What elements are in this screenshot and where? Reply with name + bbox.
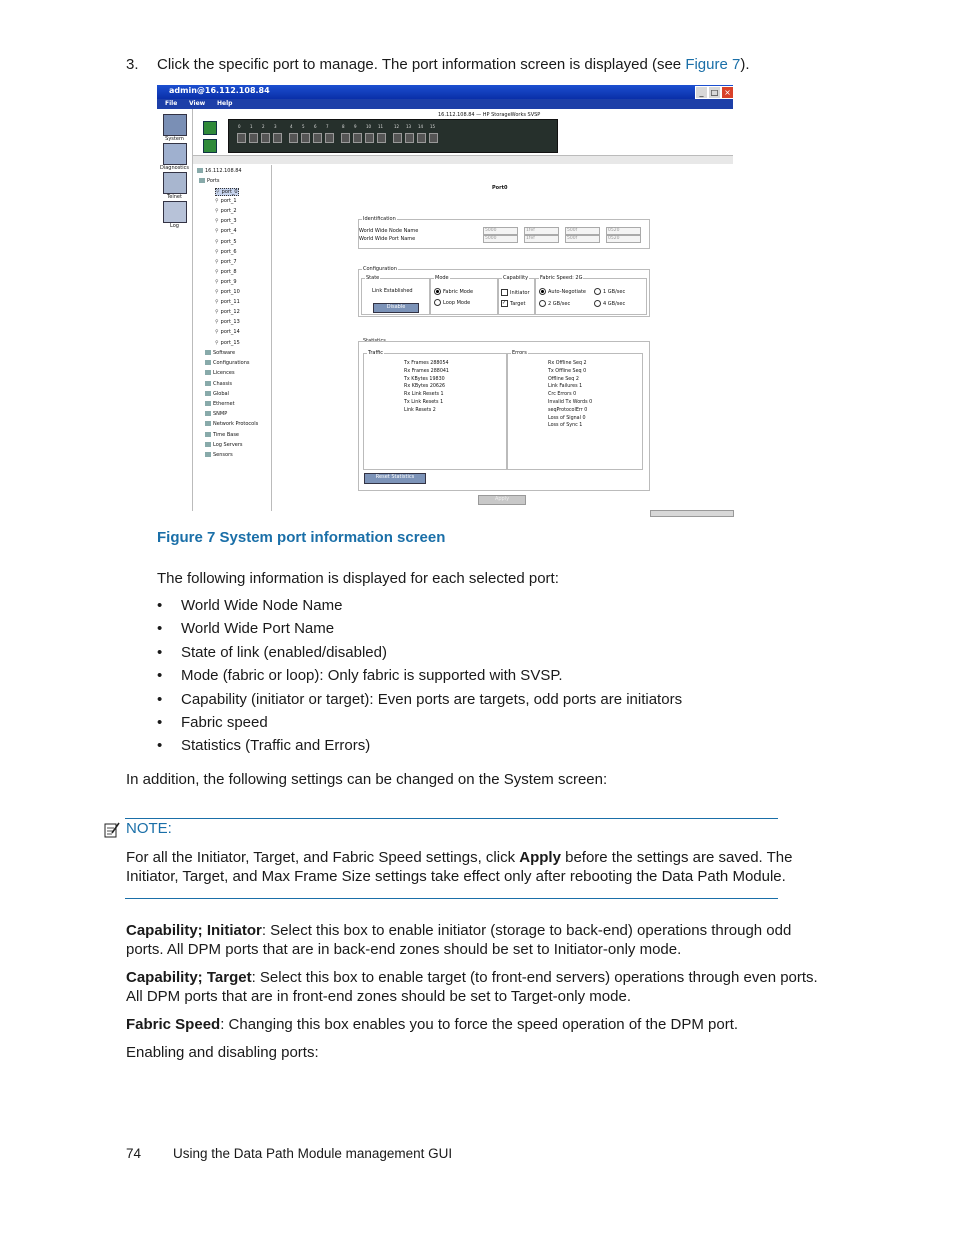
document-icon — [205, 391, 211, 396]
tree-port-item[interactable] — [215, 259, 237, 265]
statistic-line: Link Failures 1 — [548, 384, 583, 390]
speed-1g-label: 1 GB/sec — [603, 289, 626, 295]
statistics-border — [358, 341, 650, 491]
configuration-title: Configuration — [363, 266, 397, 272]
note-heading: NOTE: — [126, 820, 172, 837]
document-icon — [205, 401, 211, 406]
tree-item[interactable] — [205, 381, 232, 387]
chassis-port-number: 1 — [250, 124, 253, 129]
statistic-line: Link Resets 2 — [404, 407, 436, 413]
tree-item[interactable] — [205, 432, 239, 438]
fabric-speed-line — [126, 1015, 738, 1034]
tree-port-item[interactable] — [215, 188, 239, 196]
tree-port-item[interactable] — [215, 329, 240, 335]
identification-group — [358, 216, 650, 249]
disable-button[interactable]: Disable — [373, 303, 419, 313]
bullet-item — [157, 736, 682, 759]
bullet-dot-icon: • — [157, 643, 163, 661]
speed-auto-label: Auto-Negotiate — [548, 289, 587, 295]
reset-statistics-button[interactable]: Reset Statistics — [364, 473, 426, 484]
tree-port-label: port_14 — [220, 329, 240, 336]
chassis-port-number: 10 — [366, 124, 372, 129]
tree-item-label: Software — [213, 350, 236, 356]
state-text: Link Established — [372, 288, 413, 294]
plug-icon: ⚲ — [215, 319, 219, 326]
note-apply-bold: Apply — [519, 849, 561, 866]
tree-item-label: Network Protocols — [213, 421, 259, 428]
tree-item[interactable] — [205, 452, 233, 458]
tree-port-label: port_8 — [220, 268, 237, 275]
document-icon — [205, 432, 211, 437]
wwnn-field-4[interactable]: 0520 — [606, 227, 641, 235]
tree-port-label: port_1 — [220, 198, 237, 205]
note-line-1a: For all the Initiator, Target, and Fabric Speed settings, click — [126, 849, 520, 866]
tree-port-label: port_3 — [220, 218, 237, 225]
chassis-port[interactable] — [417, 133, 426, 143]
statistic-line: Tx KBytes 19830 — [404, 376, 445, 382]
menu-help[interactable]: Help — [217, 100, 233, 107]
step-text-after: ). — [740, 56, 750, 73]
tree-item-label: Ethernet — [213, 401, 235, 407]
fabric-speed-title: Fabric Speed: 2G — [540, 275, 583, 281]
chassis-port-number: 2 — [262, 124, 265, 129]
chassis-port[interactable] — [249, 133, 258, 143]
wwpn-field-4[interactable]: 0520 — [606, 235, 641, 243]
tree-port-item[interactable] — [215, 309, 240, 315]
note-rule-bottom — [125, 898, 778, 899]
speed-auto[interactable] — [539, 288, 586, 295]
initiator-text-1: : Select this box to enable initiator (storage to back-end) operations through odd — [261, 922, 792, 939]
enabling-text: Enabling and disabling ports: — [126, 1044, 319, 1061]
state-title: State — [366, 275, 380, 281]
chassis-port-number: 9 — [354, 124, 357, 129]
tree-item-label: Sensors — [213, 452, 233, 458]
tree-item-label: Chassis — [213, 380, 232, 387]
status-scrollbar[interactable] — [650, 510, 734, 517]
log-icon[interactable] — [163, 201, 187, 223]
minimize-icon[interactable]: _ — [695, 86, 708, 99]
statistic-line: Tx Link Resets 1 — [404, 399, 444, 405]
speed-2g-label: 2 GB/sec — [548, 301, 571, 307]
bullet-text: World Wide Node Name — [181, 597, 343, 614]
mode-fabric[interactable] — [434, 288, 473, 295]
statistics-title: Statistics — [363, 338, 386, 344]
fabric-speed-term: Fabric Speed — [126, 1016, 221, 1033]
tree-port-item[interactable] — [215, 289, 240, 295]
target-line-1 — [126, 968, 818, 987]
chassis-port-number: 3 — [274, 124, 277, 129]
port-heading: Port0 — [492, 185, 508, 191]
chassis-port-number: 11 — [378, 124, 384, 129]
speed-2g[interactable] — [539, 300, 570, 307]
telnet-icon[interactable] — [163, 172, 187, 194]
figure-link[interactable]: Figure 7 — [685, 56, 741, 73]
wwnn-field-3[interactable]: 500f — [565, 227, 600, 235]
tree-port-item[interactable] — [215, 299, 240, 305]
step-text-before: Click the specific port to manage. The port information screen is displayed (see — [157, 56, 686, 73]
tree-port-label: port_2 — [220, 208, 237, 215]
wwnn-field-1[interactable]: 5000 — [483, 227, 518, 235]
tree-port-item[interactable] — [215, 269, 237, 275]
tree-item[interactable] — [205, 442, 243, 448]
menu-bar — [157, 99, 733, 109]
tree-port-label: port_0 — [221, 189, 238, 195]
tree-port-label: port_12 — [220, 309, 240, 316]
mode-group — [430, 275, 498, 315]
document-icon — [205, 381, 211, 386]
wwnn-label: World Wide Node Name — [359, 228, 419, 234]
statistic-line: Invalid Tx Words 0 — [548, 399, 593, 405]
tree-port-label: port_7 — [220, 258, 237, 265]
tree-port-label: port_5 — [220, 238, 237, 245]
window-titlebar — [157, 85, 733, 99]
statistic-line: Crc Errors 0 — [548, 392, 577, 398]
nav-telnet[interactable]: Telnet — [167, 194, 182, 200]
tree-item[interactable] — [205, 401, 235, 407]
plug-icon: ⚲ — [215, 228, 219, 235]
chassis-area — [193, 109, 733, 155]
tree-port-label: port_10 — [220, 289, 240, 295]
statistic-line: seqProtocolErr 0 — [548, 407, 588, 413]
footer-title: Using the Data Path Module management GUI — [173, 1146, 453, 1161]
chassis-panel — [228, 119, 558, 153]
bullet-item — [157, 596, 682, 619]
tree-port-label: port_15 — [220, 339, 240, 346]
chassis-port[interactable] — [289, 133, 298, 143]
tree-item-label: Time Base — [213, 431, 240, 438]
initiator-term: Capability; Initiator — [126, 922, 262, 939]
radio-icon — [434, 299, 441, 306]
chassis-port-number: 0 — [238, 124, 241, 129]
document-icon — [205, 452, 211, 457]
capability-title: Capability — [503, 275, 529, 281]
nav-diagnostics[interactable]: Diagnostics — [159, 165, 189, 171]
target-text-1: : Select this box to enable target (to front-end servers) operations through even ports. — [251, 969, 818, 986]
tree-port-item[interactable] — [215, 239, 237, 245]
radio-icon — [594, 300, 601, 307]
step-number: 3. — [126, 56, 139, 73]
bullet-text: Capability (initiator or target): Even ports are targets, odd ports are initiators — [181, 690, 683, 708]
diagnostics-icon[interactable] — [163, 143, 187, 165]
note-rule-top — [125, 818, 778, 819]
capability-initiator[interactable] — [501, 289, 530, 296]
bullet-item — [157, 643, 682, 666]
chassis-port[interactable] — [325, 133, 334, 143]
maximize-icon[interactable]: □ — [708, 86, 721, 99]
bullet-item — [157, 666, 682, 689]
tree-port-item[interactable] — [215, 279, 237, 285]
statistic-line: Rx Offline Seq 2 — [548, 361, 587, 366]
mode-loop[interactable] — [434, 299, 470, 306]
chassis-port-number: 15 — [430, 124, 436, 129]
plug-icon: ⚲ — [215, 198, 219, 205]
statistic-line: Loss of Signal 0 — [548, 415, 586, 421]
bullet-item — [157, 690, 682, 713]
identification-title: Identification — [363, 216, 396, 222]
tree-port-item[interactable] — [215, 198, 237, 204]
tree-item[interactable] — [205, 360, 250, 366]
chassis-port-number: 4 — [290, 124, 293, 129]
traffic-title: Traffic — [368, 350, 384, 356]
tree-port-item[interactable] — [215, 249, 237, 255]
download-icon[interactable] — [203, 139, 217, 153]
tree-port-item[interactable] — [215, 208, 237, 214]
bullet-list — [157, 596, 682, 760]
wwnn-field-2[interactable]: 1fef — [524, 227, 559, 235]
port-info-screenshot — [157, 85, 733, 517]
figure-caption: Figure 7 System port information screen — [157, 529, 446, 546]
tree-root-label: 16.112.108.84 — [205, 168, 242, 174]
statistic-line: Offline Seq 2 — [548, 376, 579, 382]
bullet-dot-icon: • — [157, 597, 163, 614]
radio-selected-icon — [539, 288, 546, 295]
document-icon — [205, 350, 211, 355]
chassis-port[interactable] — [301, 133, 310, 143]
bullet-item — [157, 713, 682, 736]
tree-port-label: port_13 — [220, 319, 240, 326]
radio-selected-icon — [434, 288, 441, 295]
capability-target-label: Target — [510, 301, 526, 307]
chassis-port[interactable] — [237, 133, 246, 143]
server-icon — [197, 168, 203, 173]
bullet-dot-icon: • — [157, 620, 163, 638]
bullet-dot-icon: • — [157, 690, 163, 708]
nav-system[interactable]: System — [165, 136, 184, 142]
refresh-icon[interactable] — [203, 121, 217, 135]
apply-button[interactable]: Apply — [478, 495, 526, 505]
note-line-2: Initiator, Target, and Max Frame Size settings take effect only after rebooting the Data Path Module. — [126, 868, 786, 885]
note-line-1 — [126, 848, 792, 867]
plug-icon: ⚲ — [215, 278, 219, 285]
document-icon — [205, 370, 211, 375]
tree-ports[interactable] — [199, 178, 220, 184]
tree-item[interactable] — [205, 370, 235, 376]
chassis-port[interactable] — [405, 133, 414, 143]
chassis-port-number: 14 — [418, 124, 424, 129]
chassis-port[interactable] — [261, 133, 270, 143]
errors-title: Errors — [512, 350, 527, 356]
tree-port-label: port_4 — [220, 228, 237, 235]
window-title: admin@16.112.108.84 — [169, 86, 270, 95]
document-icon — [205, 360, 211, 365]
target-term: Capability; Target — [126, 969, 252, 986]
statistic-line: Loss of Sync 1 — [548, 423, 583, 429]
chassis-port-number: 5 — [302, 124, 305, 129]
document-icon — [205, 411, 211, 416]
note-icon — [104, 822, 120, 838]
plug-icon: ⚲ — [216, 189, 220, 195]
state-group — [361, 275, 430, 315]
close-icon[interactable]: × — [721, 86, 734, 99]
bullet-item — [157, 619, 682, 642]
tree-item[interactable] — [205, 391, 229, 397]
tree-item-label: Log Servers — [213, 441, 243, 448]
chassis-port-number: 8 — [342, 124, 345, 129]
speed-4g[interactable] — [594, 300, 625, 307]
step-text — [157, 55, 750, 74]
chassis-port[interactable] — [313, 133, 322, 143]
document-icon — [205, 421, 211, 426]
mode-loop-label: Loop Mode — [443, 300, 471, 306]
tree-item[interactable] — [205, 421, 258, 427]
chassis-port-number: 13 — [406, 124, 412, 129]
plug-icon: ⚲ — [215, 299, 219, 306]
chassis-port-number: 6 — [314, 124, 317, 129]
tree-port-item[interactable] — [215, 340, 240, 346]
document-icon — [205, 442, 211, 447]
plug-icon: ⚲ — [215, 339, 219, 346]
speed-4g-label: 4 GB/sec — [603, 301, 626, 307]
navigation-tree — [193, 165, 272, 511]
target-line-2: All DPM ports that are in front-end zones should be set to Target-only mode. — [126, 988, 631, 1005]
radio-icon — [539, 300, 546, 307]
bullet-dot-icon: • — [157, 737, 163, 755]
tree-item-label: SNMP — [213, 411, 228, 418]
chassis-title: 16.112.108.84 — HP StorageWorks SVSP — [438, 112, 541, 118]
port-details-panel — [272, 165, 733, 511]
tree-item-label: Configurations — [213, 360, 250, 367]
tree-item[interactable] — [205, 350, 235, 356]
statistic-line: Rx Frames 288041 — [404, 368, 449, 374]
plug-icon: ⚲ — [215, 238, 219, 245]
tree-port-item[interactable] — [215, 228, 237, 234]
nav-log[interactable]: Log — [170, 223, 179, 229]
plug-icon: ⚲ — [215, 248, 219, 255]
wwpn-field-3[interactable]: 500f — [565, 235, 600, 243]
bullet-text: State of link (enabled/disabled) — [181, 643, 387, 661]
plug-icon: ⚲ — [215, 309, 219, 316]
chassis-port[interactable] — [393, 133, 402, 143]
chassis-port[interactable] — [273, 133, 282, 143]
bullet-text: Mode (fabric or loop): Only fabric is supported with SVSP. — [181, 667, 563, 685]
tree-port-label: port_6 — [220, 248, 237, 255]
statistic-line: Tx Frames 288054 — [404, 361, 449, 366]
speed-1g[interactable] — [594, 288, 625, 295]
chassis-port-number: 12 — [394, 124, 400, 129]
statistic-line: Tx Offline Seq 0 — [548, 368, 587, 374]
tree-root[interactable] — [197, 168, 242, 174]
chassis-port[interactable] — [377, 133, 386, 143]
tree-port-item[interactable] — [215, 319, 240, 325]
plug-icon: ⚲ — [215, 268, 219, 275]
chassis-port-number: 7 — [326, 124, 329, 129]
addition-text: In addition, the following settings can be changed on the System screen: — [126, 771, 608, 788]
wwpn-label: World Wide Port Name — [359, 236, 416, 242]
chassis-port[interactable] — [353, 133, 362, 143]
capability-initiator-label: Initiator — [510, 290, 530, 296]
left-nav — [157, 109, 193, 511]
configuration-group — [358, 266, 650, 317]
chassis-port[interactable] — [341, 133, 350, 143]
chassis-port[interactable] — [365, 133, 374, 143]
initiator-line-1 — [126, 921, 791, 940]
statistic-line: Rx KBytes 20626 — [404, 384, 446, 390]
intro-text: The following information is displayed for each selected port: — [157, 570, 559, 587]
bullet-dot-icon: • — [157, 667, 163, 685]
plug-icon: ⚲ — [215, 289, 219, 295]
checkbox-checked-icon: ✓ — [502, 300, 507, 306]
bullet-dot-icon: • — [157, 713, 163, 731]
tree-item-label: Global — [213, 390, 229, 397]
tree-port-label: port_11 — [220, 299, 240, 306]
plug-icon: ⚲ — [215, 208, 219, 215]
mode-fabric-label: Fabric Mode — [443, 289, 474, 295]
plug-icon: ⚲ — [215, 218, 219, 225]
bullet-text: World Wide Port Name — [181, 620, 335, 638]
menu-view[interactable]: View — [189, 100, 206, 107]
tree-port-label: port_9 — [220, 278, 237, 285]
system-icon[interactable] — [163, 114, 187, 136]
bullet-text: Statistics (Traffic and Errors) — [181, 737, 371, 755]
capability-group — [498, 275, 535, 315]
tree-item[interactable] — [205, 411, 227, 417]
plug-icon: ⚲ — [215, 329, 219, 336]
initiator-line-2: ports. All DPM ports that are in back-end zones should be set to Initiator-only mode. — [126, 941, 682, 958]
page-number: 74 — [126, 1146, 142, 1161]
plug-icon: ⚲ — [215, 258, 219, 265]
note-line-1b: before the settings are saved. The — [560, 849, 793, 866]
wwpn-field-2[interactable]: 1fef — [524, 235, 559, 243]
tree-port-item[interactable] — [215, 218, 237, 224]
horizontal-scrollbar[interactable] — [193, 155, 733, 164]
folder-icon — [199, 178, 205, 183]
checkbox-icon — [501, 289, 508, 296]
tree-ports-label: Ports — [207, 178, 220, 184]
tree-item-label: Licences — [213, 370, 235, 377]
menu-file[interactable]: File — [165, 100, 178, 107]
capability-target[interactable] — [501, 300, 525, 307]
mode-title: Mode — [435, 275, 449, 281]
fabric-speed-text: : Changing this box enables you to force the speed operation of the DPM port. — [220, 1016, 739, 1033]
chassis-port[interactable] — [429, 133, 438, 143]
wwpn-field-1[interactable]: 5000 — [483, 235, 518, 243]
radio-icon — [594, 288, 601, 295]
statistic-line: Rx Link Resets 1 — [404, 392, 444, 398]
bullet-text: Fabric speed — [181, 713, 268, 731]
fabric-speed-group — [535, 275, 647, 315]
